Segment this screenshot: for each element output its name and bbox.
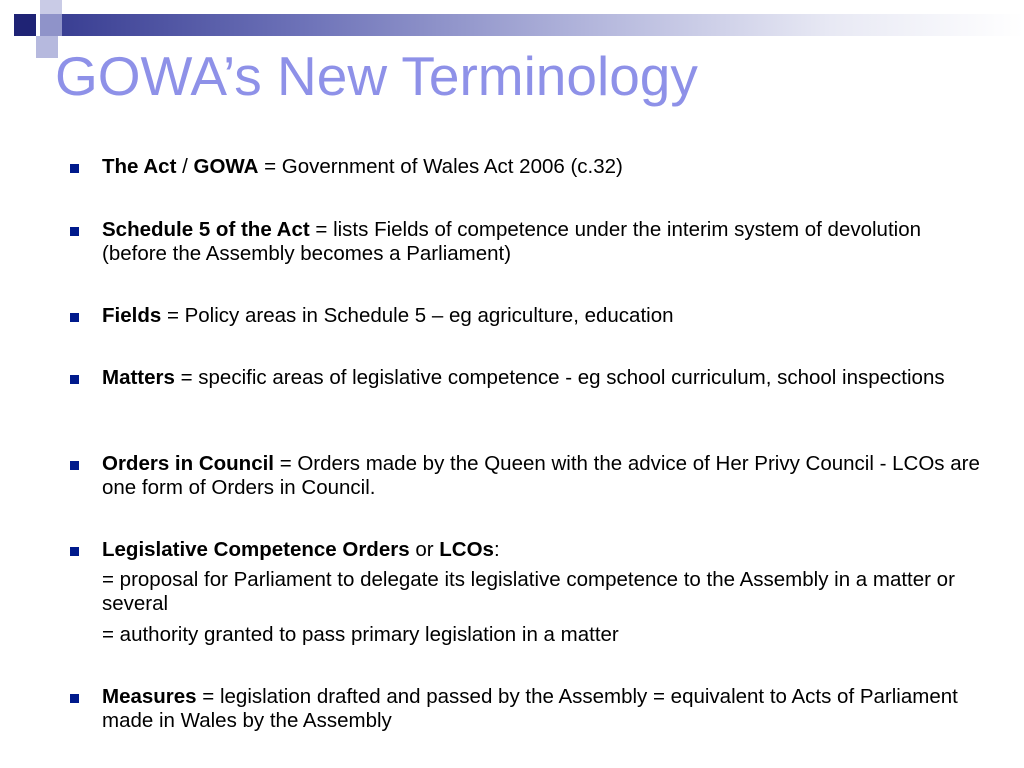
definition: = Policy areas in Schedule 5 – eg agriculture, education — [161, 304, 674, 327]
decor-square-dark — [14, 14, 36, 36]
term: Measures — [102, 685, 197, 708]
bullet-square-icon — [70, 547, 79, 556]
decor-square-mid — [40, 14, 62, 36]
bullet-square-icon — [70, 164, 79, 173]
bullet-text — [102, 538, 982, 562]
separator: / — [176, 155, 194, 178]
term: Schedule 5 of the Act — [102, 218, 310, 241]
bullet-text — [102, 452, 982, 500]
bullet-text — [102, 304, 982, 328]
page-title: GOWA’s New Terminology — [55, 45, 698, 107]
definition: = Orders made by the Queen with the advice of Her Privy Council - LCOs are one form of Orders in Council. — [102, 452, 980, 499]
bullet-square-icon — [70, 694, 79, 703]
definition: : — [493, 538, 500, 561]
definition: = Government of Wales Act 2006 (c.32) — [258, 155, 623, 178]
definition: = lists Fields of competence under the interim system of devolution (before the Assembly becomes a Parliament) — [102, 218, 922, 265]
bullet-square-icon — [70, 313, 79, 322]
term: GOWA — [193, 155, 259, 178]
term: LCOs — [439, 538, 494, 561]
definition: = legislation drafted and passed by the Assembly = equivalent to Acts of Parliament made in Wales by the Assembly — [102, 685, 958, 732]
term: Matters — [102, 366, 175, 389]
bullet-text — [102, 685, 982, 733]
separator: or — [409, 538, 440, 561]
bullet-text — [102, 218, 982, 266]
definition: = specific areas of legislative competence - eg school curriculum, school inspections — [174, 366, 945, 389]
term: The Act — [102, 155, 177, 178]
bullet-square-icon — [70, 227, 79, 236]
bullet-text — [102, 155, 982, 179]
term: Legislative Competence Orders — [102, 538, 410, 561]
sub-definition: = proposal for Parliament to delegate its legislative competence to the Assembly in a matter or several — [102, 568, 955, 615]
term: Fields — [102, 304, 162, 327]
title-gradient-bar — [62, 14, 1024, 36]
sub-definition: = authority granted to pass primary legislation in a matter — [102, 623, 619, 646]
bullet-text — [102, 366, 982, 390]
bullet-square-icon — [70, 461, 79, 470]
bullet-square-icon — [70, 375, 79, 384]
term: Orders in Council — [102, 452, 274, 475]
